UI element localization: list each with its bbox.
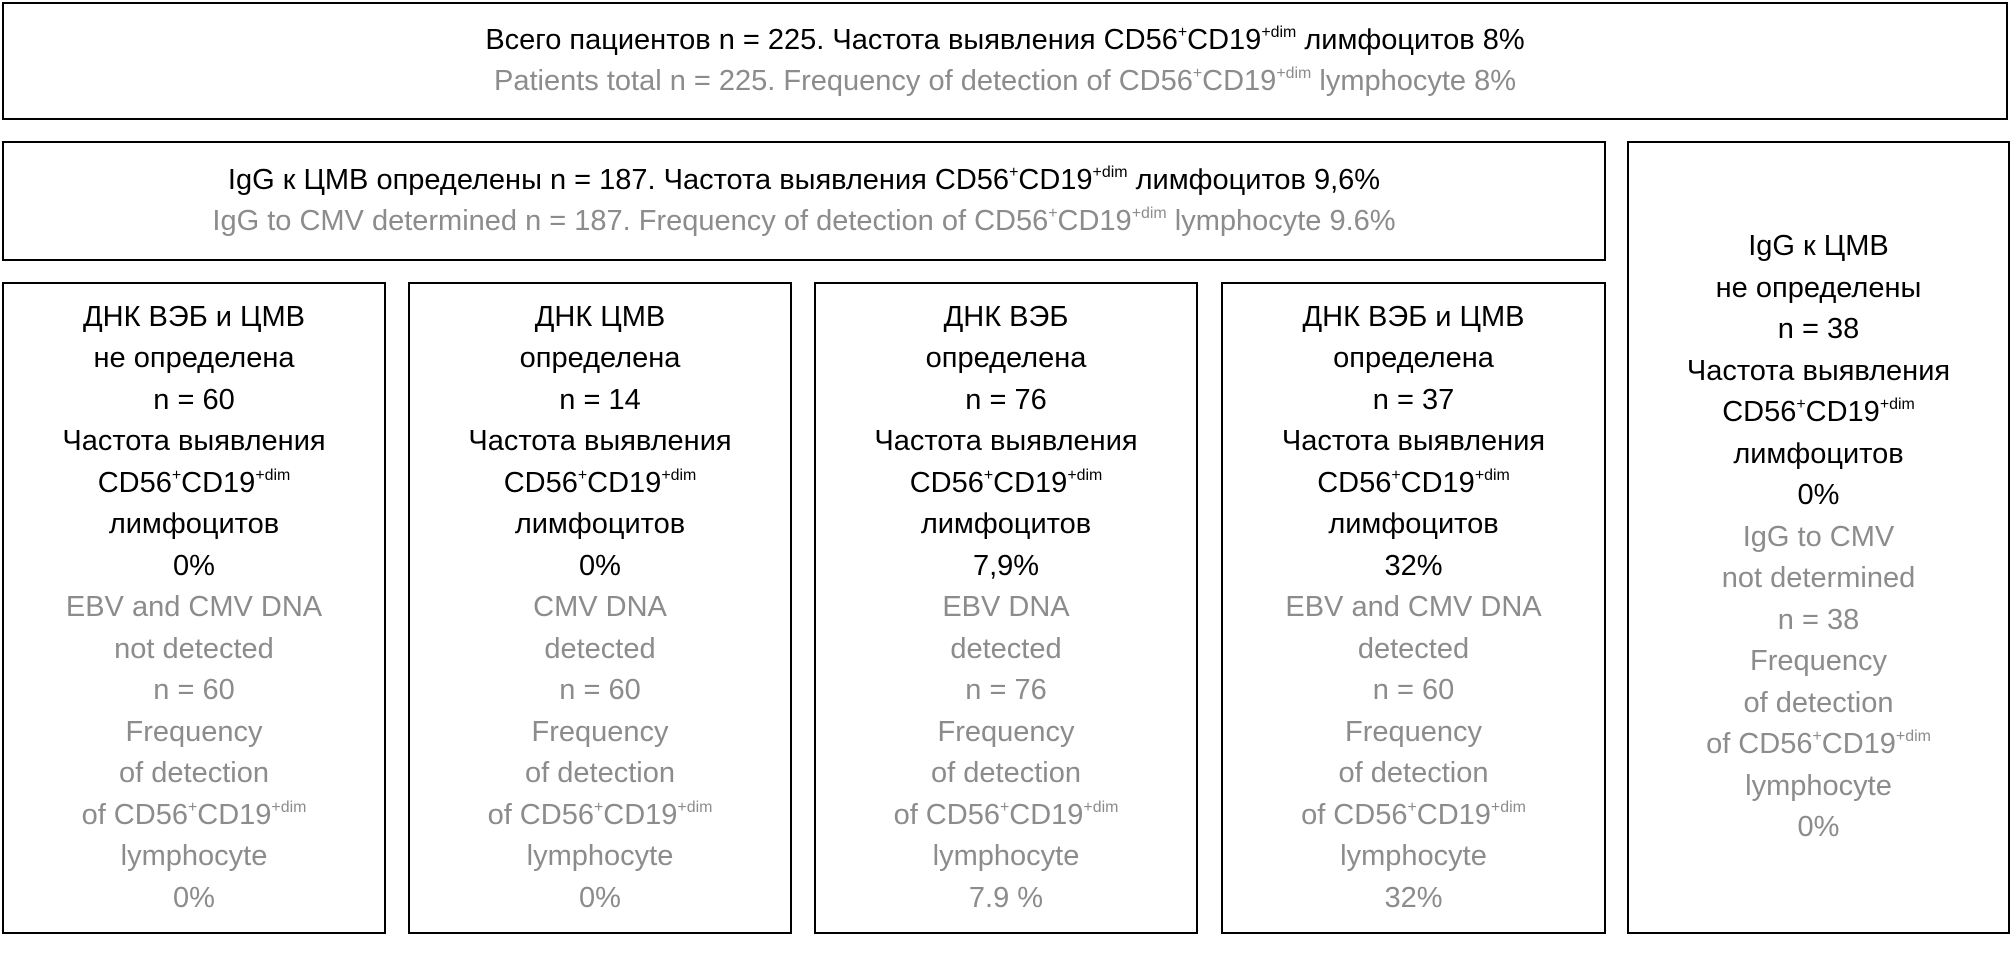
- group-en-title: EBV and CMV DNA: [1285, 591, 1542, 624]
- group-en-count: n = 76: [965, 674, 1047, 707]
- group-en-line: lymphocyte: [120, 840, 268, 873]
- igg-neg-en-line: of detection: [1743, 686, 1894, 719]
- group-ru-frequency: 0%: [173, 549, 215, 582]
- group-ru-title: ДНК ВЭБ: [943, 300, 1069, 333]
- group-ru-frequency: 7,9%: [972, 549, 1040, 582]
- group-en-status: detected: [544, 632, 656, 665]
- group-ru-status: не определена: [93, 342, 295, 375]
- group-en-line: Frequency: [125, 715, 263, 748]
- igg-neg-en-line: IgG to CMV: [1742, 520, 1895, 553]
- group-en-cd-marker: of $CD56^+CD19^{+dim}$: [1301, 798, 1526, 831]
- group-en-line: of detection: [931, 757, 1081, 790]
- group-box-ebv-detected: [814, 282, 1198, 934]
- igg-neg-en-line: lymphocyte: [1745, 769, 1892, 802]
- igg-neg-ru-line: не определены: [1715, 271, 1922, 304]
- group-en-count: n = 60: [153, 674, 235, 707]
- group-ru-status: определена: [519, 342, 681, 375]
- group-en-line: of detection: [1338, 757, 1489, 790]
- total-patients-text-ru: Всего пациентов n = 225. Частота выявления $CD56^+CD19^{+dim}$ лимфоцитов 8%: [485, 24, 1525, 56]
- group-ru-cd-marker: $CD56^+CD19^{+dim}$: [97, 466, 291, 499]
- group-en-status: detected: [950, 632, 1062, 665]
- igg-neg-ru-count: n = 38: [1777, 313, 1860, 346]
- group-en-line: Frequency: [937, 715, 1075, 748]
- group-box-ebv-cmv-detected: [1221, 282, 1606, 934]
- group-ru-line: лимфоцитов: [1328, 508, 1499, 541]
- group-ru-line: лимфоцитов: [514, 508, 686, 541]
- group-en-line: lymphocyte: [526, 840, 674, 873]
- group-ru-line: Частота выявления: [62, 425, 326, 458]
- group-ru-count: n = 76: [965, 383, 1047, 416]
- group-box-cmv-detected: [408, 282, 792, 934]
- group-en-line: of detection: [525, 757, 675, 790]
- total-patients-text-en: Patients total n = 225. Frequency of detection of $CD56^+CD19^{+dim}$ lymphocyte 8%: [493, 65, 1517, 97]
- group-ru-line: Частота выявления: [468, 425, 732, 458]
- igg-neg-en-count: n = 38: [1777, 603, 1860, 636]
- group-en-title: CMV DNA: [533, 591, 667, 624]
- group-ru-count: n = 60: [153, 383, 235, 416]
- group-en-line: lymphocyte: [932, 840, 1080, 873]
- group-en-line: Frequency: [531, 715, 669, 748]
- group-ru-status: определена: [925, 342, 1087, 375]
- group-en-title: EBV DNA: [942, 591, 1070, 624]
- group-ru-count: n = 14: [559, 383, 641, 416]
- group-en-line: Frequency: [1344, 715, 1482, 748]
- igg-neg-ru-cd-marker: $CD56^+CD19^{+dim}$: [1722, 396, 1915, 429]
- group-en-cd-marker: of $CD56^+CD19^{+dim}$: [81, 798, 307, 831]
- group-en-frequency: 7.9 %: [968, 881, 1044, 914]
- group-en-line: lymphocyte: [1340, 840, 1487, 873]
- group-en-status: detected: [1357, 632, 1470, 665]
- igg-neg-ru-line: лимфоцитов: [1733, 437, 1904, 470]
- group-ru-cd-marker: $CD56^+CD19^{+dim}$: [909, 466, 1103, 499]
- group-ru-title: ДНК ЦМВ: [534, 300, 666, 333]
- group-ru-line: лимфоцитов: [108, 508, 280, 541]
- group-ru-frequency: 0%: [579, 549, 621, 582]
- group-en-cd-marker: of $CD56^+CD19^{+dim}$: [487, 798, 713, 831]
- group-en-status: not detected: [114, 632, 274, 665]
- igg-not-determined-box: [1627, 141, 2010, 934]
- group-en-frequency: 0%: [173, 881, 215, 914]
- igg-determined-text-en: IgG to CMV determined n = 187. Frequency of detection of $CD56^+CD19^{+dim}$ lymphocyte 9.6%: [212, 205, 1396, 237]
- group-en-line: of detection: [119, 757, 269, 790]
- igg-determined-box: [2, 141, 1606, 261]
- igg-neg-en-cd-marker: of $CD56^+CD19^{+dim}$: [1706, 728, 1931, 761]
- igg-determined-text-ru: IgG к ЦМВ определены n = 187. Частота выявления $CD56^+CD19^{+dim}$ лимфоцитов 9,6%: [227, 164, 1381, 196]
- total-patients-box: [2, 2, 2008, 120]
- igg-neg-en-frequency: 0%: [1797, 811, 1840, 844]
- group-en-frequency: 32%: [1384, 881, 1443, 914]
- group-ru-line: Частота выявления: [1281, 425, 1546, 458]
- igg-neg-ru-frequency: 0%: [1797, 479, 1840, 512]
- group-ru-cd-marker: $CD56^+CD19^{+dim}$: [1317, 466, 1510, 499]
- igg-neg-en-line: not determined: [1721, 562, 1916, 595]
- group-en-title: EBV and CMV DNA: [65, 591, 323, 624]
- igg-neg-ru-line: Частота выявления: [1686, 354, 1951, 387]
- group-ru-status: определена: [1333, 342, 1494, 375]
- group-en-cd-marker: of $CD56^+CD19^{+dim}$: [893, 798, 1119, 831]
- group-en-count: n = 60: [559, 674, 641, 707]
- igg-neg-en-line: Frequency: [1749, 645, 1887, 678]
- group-ru-title: ДНК ВЭБ и ЦМВ: [1302, 300, 1525, 333]
- group-en-count: n = 60: [1372, 674, 1455, 707]
- group-ru-line: лимфоцитов: [920, 508, 1092, 541]
- group-ru-frequency: 32%: [1384, 549, 1443, 582]
- group-en-frequency: 0%: [579, 881, 621, 914]
- group-ru-cd-marker: $CD56^+CD19^{+dim}$: [503, 466, 697, 499]
- igg-neg-ru-line: IgG к ЦМВ: [1748, 230, 1889, 263]
- group-ru-title: ДНК ВЭБ и ЦМВ: [82, 300, 306, 333]
- group-box-ebv-cmv-not-detected: [2, 282, 386, 934]
- group-ru-count: n = 37: [1372, 383, 1455, 416]
- group-ru-line: Частота выявления: [874, 425, 1138, 458]
